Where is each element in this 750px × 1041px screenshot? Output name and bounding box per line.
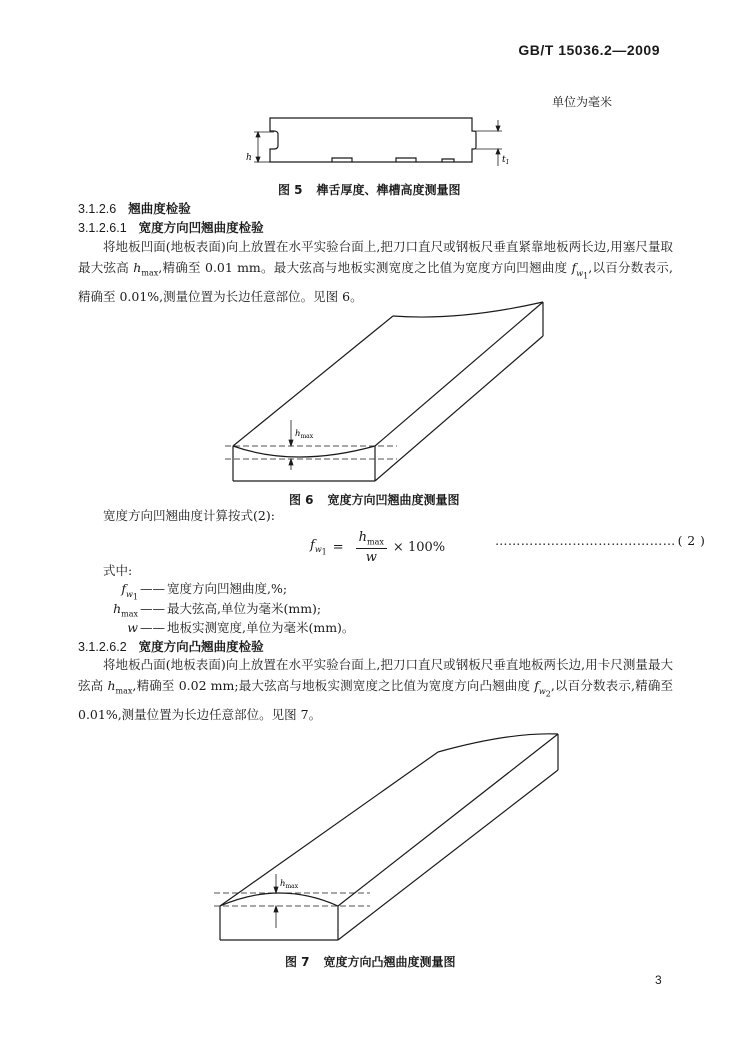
formula-2: $f_{w_1}$ = $\frac{h_{max}}{w}$ × 100% bbox=[310, 530, 446, 565]
units-note: 单位为毫米 bbox=[552, 95, 613, 109]
section-31261-heading: 3.1.2.6.1 宽度方向凹翘曲度检验 bbox=[78, 220, 264, 235]
section-31261-paragraph: 将地板凹面(地板表面)向上放置在水平实验台面上,把刀口直尺或钢板尺垂直紧靠地板两长边,用塞尺量取最大弦高 $h_{max}$,精确至 0.01 mm。最大弦高与地板实测宽度之比值为宽度方向凹翘曲度 $f_{w_1}$,以百分数表示,精确至 0.01%,测量位置为长边任意部位。见图 6。 bbox=[78, 239, 673, 305]
figure-6-number: 图 6 bbox=[289, 493, 314, 507]
section-31262-paragraph: 将地板凸面(地板表面)向上放置在水平实验台面上,把刀口直尺或钢板尺垂直地板两长边,用卡尺测量最大弦高 $h_{max}$,精确至 0.02 mm;最大弦高与地板实测宽度之比值为宽度方向凸翘曲度 $f_{w_2}$,以百分数表示,精确至 0.01%,测量位置为长边任意部位。见图 7。 bbox=[78, 657, 673, 723]
formula-leader: …………………………………… ( 2 ) bbox=[495, 533, 706, 548]
label-hmax: $h_{max}$ bbox=[280, 879, 299, 890]
figure-6-diagram bbox=[225, 296, 555, 496]
formula-fraction: $\frac{h_{max}}{w}$ bbox=[356, 530, 387, 565]
label-hmax: $h_{max}$ bbox=[295, 429, 314, 440]
figure-7-diagram bbox=[210, 728, 570, 946]
figure-5-caption bbox=[278, 181, 461, 198]
where-item-hmax: $h_{max}$ —— 最大弦高,单位为毫米(mm); bbox=[113, 601, 322, 619]
figure-7-caption bbox=[285, 953, 456, 970]
where-label: 式中: bbox=[103, 563, 133, 578]
label-t1: $t_1$ bbox=[502, 155, 510, 166]
figure-7-number: 图 7 bbox=[285, 955, 310, 969]
figure-6-caption bbox=[289, 491, 460, 508]
where-item-fw1: $f_{w_1}——$ 宽度方向凹翘曲度,%; bbox=[121, 581, 288, 602]
formula-number: ( 2 ) bbox=[677, 533, 706, 548]
formula-intro: 宽度方向凹翘曲度计算按式(2): bbox=[103, 508, 275, 523]
figure-6-title: 宽度方向凹翘曲度测量图 bbox=[327, 493, 460, 507]
figure-5-number: 图 5 bbox=[278, 183, 303, 197]
label-h: h bbox=[246, 153, 252, 163]
figure-7-title: 宽度方向凸翘曲度测量图 bbox=[323, 955, 456, 969]
page-number: 3 bbox=[655, 973, 662, 987]
section-3126-heading: 3.1.2.6 翘曲度检验 bbox=[78, 201, 191, 216]
figure-5-title: 榫舌厚度、榫槽高度测量图 bbox=[316, 183, 461, 197]
figure-5-diagram bbox=[240, 110, 520, 174]
standard-number: GB/T 15036.2—2009 bbox=[518, 42, 660, 58]
section-31262-heading: 3.1.2.6.2 宽度方向凸翘曲度检验 bbox=[78, 639, 264, 654]
where-item-w: w —— 地板实测宽度,单位为毫米(mm)。 bbox=[127, 620, 355, 635]
